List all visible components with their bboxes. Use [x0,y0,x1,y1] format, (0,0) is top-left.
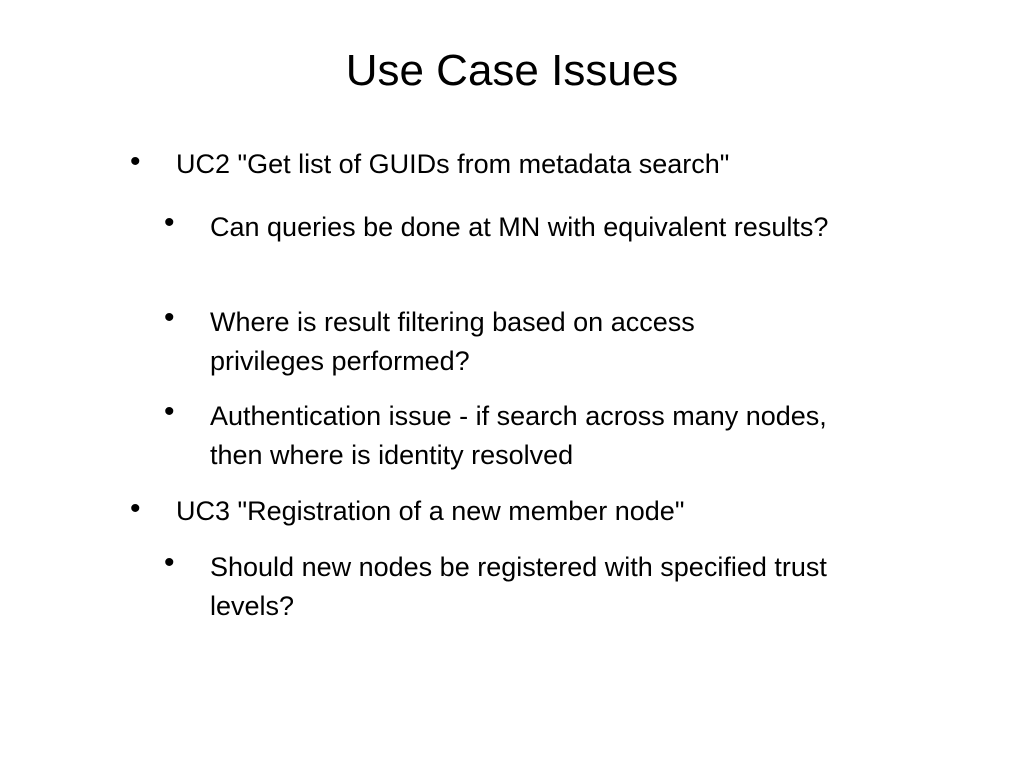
bullet-dot-icon: • [130,492,141,525]
bullet-dot-icon: • [164,206,175,239]
sub-bullet-text: Should new nodes be registered with specified trust levels? [210,552,827,621]
sub-bullet-text: Where is result filtering based on access privileges performed? [210,307,695,376]
sub-bullet-text: Can queries be done at MN with equivalent results? [210,212,829,242]
bullet-item-uc3 [130,494,930,534]
sub-bullet-item [164,548,924,628]
sub-bullet-item [164,303,924,383]
bullet-item-uc2 [130,147,930,187]
sub-bullet-text: Authentication issue - if search across many nodes, then where is identity resolved [210,401,827,470]
sub-bullet-item [164,397,924,477]
bullet-dot-icon: • [130,145,141,178]
bullet-dot-icon: • [164,301,175,334]
slide-title: Use Case Issues [345,46,679,95]
bullet-dot-icon: • [164,546,175,579]
bullet-text: UC2 "Get list of GUIDs from metadata search" [176,149,730,179]
sub-bullet-item [164,208,924,288]
bullet-dot-icon: • [164,395,175,428]
bullet-text: UC3 "Registration of a new member node" [176,496,685,526]
